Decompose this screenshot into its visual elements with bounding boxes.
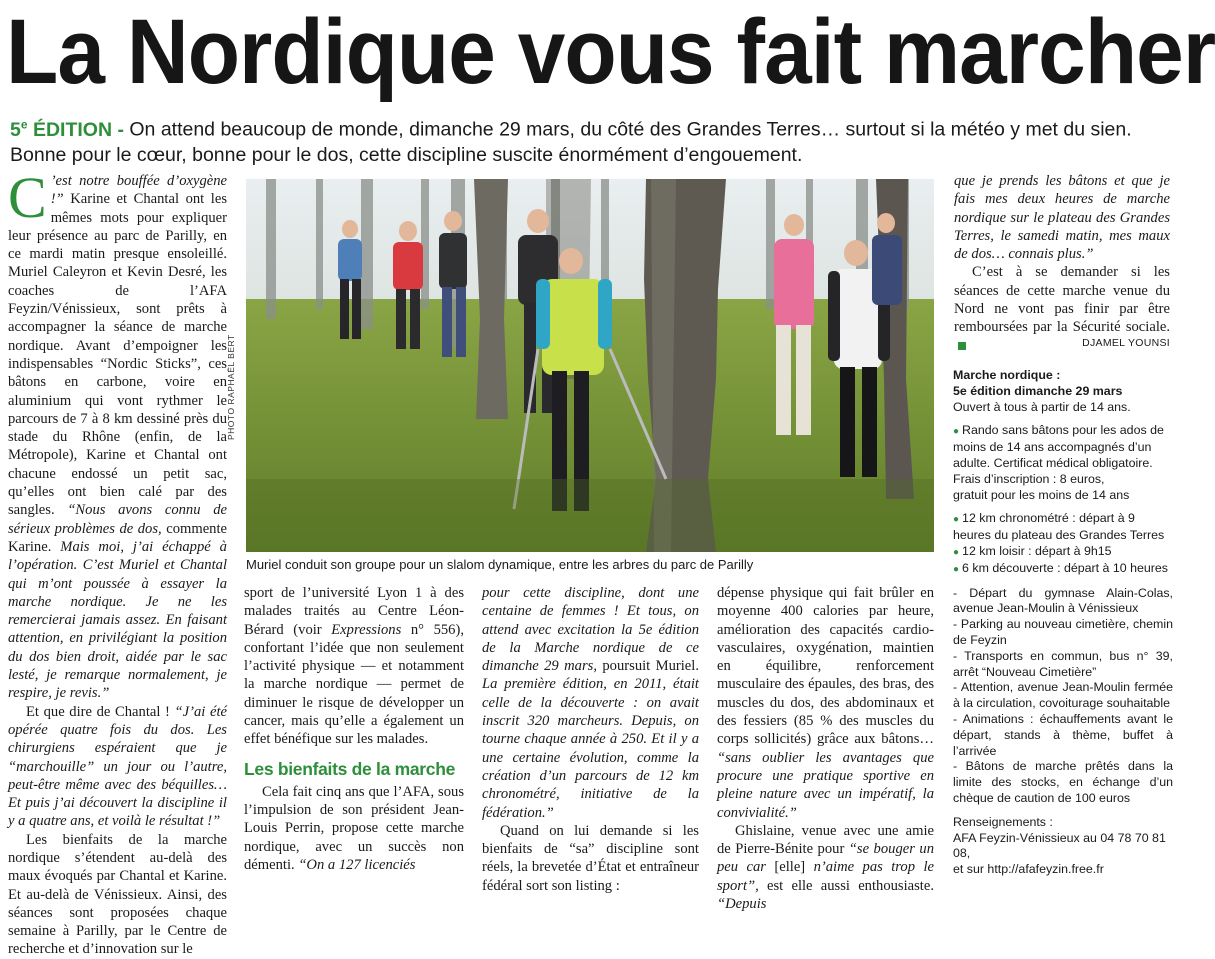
info-bullet: ● Rando sans bâtons pour les ados de moins de 14 ans accompagnés d’un adulte. Certificat médical obligatoire. (953, 423, 1173, 471)
info-fees: Frais d’inscription : 8 euros, (953, 471, 1105, 486)
info-open: Ouvert à tous à partir de 14 ans. (953, 399, 1131, 414)
paragraph: Quand on lui demande si les bienfaits de “sa” discipline sont réels, la brevetée d’État et entraîneur fédéral sort son listing : (482, 822, 699, 894)
drop-cap: C (8, 165, 47, 230)
info-title: Marche nordique : (953, 368, 1061, 382)
paragraph: dépense physique qui fait brûler en moyenne 400 calories par heure, amélioration des capacités cardio-vasculaires, oxygénation, maintien en équilibre, renforcement musculaire des épaules, des bras, des muscles du dos, des abdominaux et des fessiers (85 % des muscles du corps sollicités) grâce aux bâtons… “sans oublier les avantages que procure une pratique sportive en pleine nature avec un impératif, la convivialité.” (717, 585, 934, 821)
paragraph: pour cette discipline, dont une centaine de femmes ! Et tous, on attend avec excitation la 5e édition de la Marche nordique de ce dimanche 29 mars, poursuit Muriel. La première édition, en 2011, était celle de la découverte : on avait inscrit 320 marcheurs. Depuis, on tourne chaque année à 250. Et il y a une certaine évolution, comme la création d’un parcours de 12 km chronométré, initiative de la fédération.” (482, 585, 699, 821)
paragraph: Ghislaine, venue avec une amie de Pierre-Bénite pour “se bouger un peu car [elle] n’aime pas trop le sport”, est elle aussi enthousiaste. “Depuis (717, 822, 934, 913)
info-contact-website: et sur http://afafeyzin.free.fr (953, 862, 1104, 877)
article-column-5 (954, 172, 1170, 336)
info-detail: - Animations : échauffements avant le départ, stands à thème, buffet à l’arrivée (953, 711, 1173, 758)
paragraph: sport de l’université Lyon 1 à des malades traités au Centre Léon-Bérard (voir Expressions n° 556), confortant l’idée que non seulement l’activité physique — et notamment la marche nordique — permet de diminuer le risque de développer un cancer, mais qu’elle a également un effet bénéfique sur les malades. (244, 585, 464, 748)
lead-text: On attend beaucoup de monde, dimanche 29 mars, du côté des Grandes Terres… surtout si la météo y met du sien. Bonne pour le cœur, bonne pour le dos, cette discipline suscite énormément d’engouement. (10, 118, 1132, 166)
headline: La Nordique vous fait marcher (6, 1, 1215, 103)
article-column-3 (482, 584, 699, 894)
photo-credit: PHOTO RAPHAËL BERT (226, 334, 236, 440)
edition-label: 5e ÉDITION - (10, 117, 124, 141)
info-subtitle: 5e édition dimanche 29 mars (953, 383, 1123, 398)
info-bullet: ● 12 km chronométré : départ à 9 heures du plateau des Grandes Terres (953, 511, 1173, 544)
article-column-2 (244, 584, 464, 873)
info-detail: - Départ du gymnase Alain-Colas, avenue Jean-Moulin à Vénissieux (953, 585, 1173, 616)
paragraph: que je prends les bâtons et que je fais mes deux heures de marche nordique sur le plateau des Grandes Terres, le samedi matin, mes maux de dos… connais plus.” (954, 173, 1170, 263)
photo-caption: Muriel conduit son groupe pour un slalom dynamique, entre les arbres du parc de Parilly (246, 557, 754, 572)
info-detail: - Attention, avenue Jean-Moulin fermée à la circulation, covoiturage souhaitable (953, 680, 1173, 711)
info-detail: - Transports en commun, bus n° 39, arrêt “Nouveau Cimetière” (953, 648, 1173, 679)
paragraph: C ’est notre bouffée d’oxygène !” Karine et Chantal ont les mêmes mots pour expliquer leur présence au parc de Parilly, en ce mardi matin presque ensoleillé. Muriel Caleyron et Kevin Desré, les coaches de l’AFA Feyzin/Vénissieux, sont prêts à accompagner la séance de marche nordique. Avant d’empoigner les indispensables “Nordic Sticks”, ces bâtons en carbone, voire en aluminium qui vont rythmer le parcours de 7 à 8 km dessiné près du stade du Rhône (enfin, de la Métropole), Karine et Chantal ont chacune endossé un petit sac, qu’elles ont bien calé par des sangles. “Nous avons connu de sérieux problèmes de dos, commente Karine. Mais moi, j’ai échappé à l’opération. C’est Muriel et Chantal qui m’ont poussée à essayer la marche nordique. Je ne les remercierai jamais assez. En faisant attention, en privilégiant la position du dos bien droit, aidée par le sac lesté, je remarque normalement, je respire, je revis.” (8, 165, 227, 702)
info-contact-label: Renseignements : (953, 814, 1053, 829)
paragraph: C’est à se demander si les séances de cette marche venue du Nord ne vont pas finir par être remboursées par la Sécurité sociale. (954, 263, 1170, 354)
paragraph: Et que dire de Chantal ! “J’ai été opérée quatre fois du dos. Les chirurgiens espéraient que je “marchouille” un jour ou l’autre, peut-être même avec des béquilles… Et puis j’ai découvert la discipline il y a quatre ans, et voilà le résultat !” (8, 703, 227, 830)
article-column-1 (8, 165, 227, 958)
info-detail: - Bâtons de marche prêtés dans la limite des stocks, en échange d’un chèque de caution de 100 euros (953, 759, 1173, 805)
paragraph: Les bienfaits de la marche nordique s’étendent au-delà des maux évoqués par Chantal et Karine. Et au-delà de Vénissieux. Ainsi, des séances sont proposées chaque semaine à Parilly, par le Centre de recherche et d’innovation sur le (8, 831, 227, 958)
info-fees: gratuit pour les moins de 14 ans (953, 487, 1130, 502)
article-photo (246, 179, 934, 552)
paragraph: Cela fait cinq ans que l’AFA, sous l’impulsion de son président Jean-Louis Perrin, propose cette marche nordique, avec un succès non démenti. “On a 127 licenciés (244, 783, 464, 873)
park-walkers-illustration (246, 179, 934, 552)
subheading: Les bienfaits de la marche (244, 758, 456, 779)
article-column-4 (717, 584, 934, 913)
lead-paragraph (10, 112, 1170, 168)
info-box (953, 368, 1173, 877)
info-detail: - Parking au nouveau cimetière, chemin de Feyzin (953, 617, 1173, 647)
author-signature: DJAMEL YOUNSI (1082, 337, 1170, 349)
info-bullet: ● 6 km découverte : départ à 10 heures (953, 561, 1173, 578)
info-contact-phone: AFA Feyzin-Vénissieux au 04 78 70 81 08, (953, 830, 1166, 861)
info-bullet: ● 12 km loisir : départ à 9h15 (953, 544, 1173, 561)
